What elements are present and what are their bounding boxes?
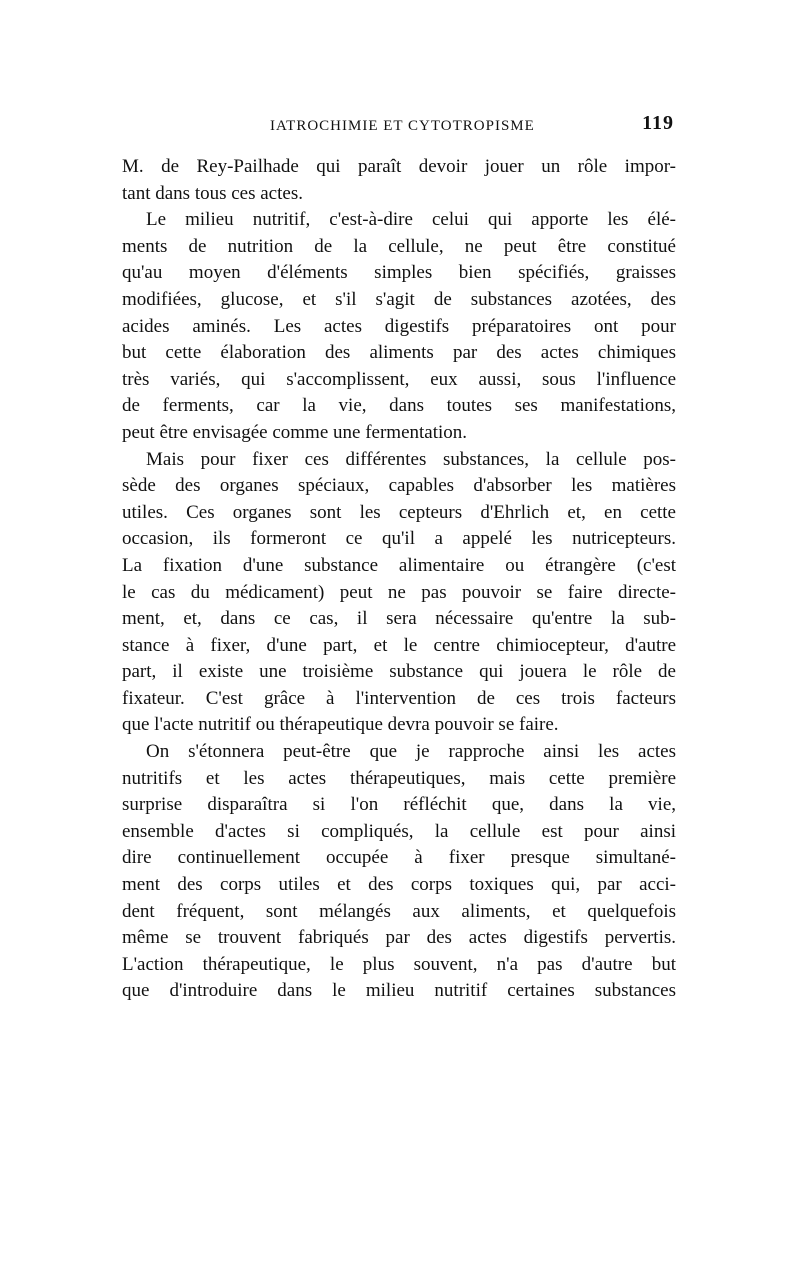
text-line: L'action thérapeutique, le plus souvent, n'a pas d'autre but [122, 953, 676, 975]
text-line: On s'étonnera peut-être que je rapproche ainsi les actes [146, 741, 676, 763]
text-line: ment, et, dans ce cas, il sera nécessaire qu'entre la sub- [122, 608, 676, 630]
text-line: peut être envisagée comme une fermentation. [122, 421, 468, 443]
paragraph [122, 154, 676, 207]
text-line: de ferments, car la vie, dans toutes ses manifestations, [122, 395, 676, 417]
running-title: IATROCHIMIE ET CYTOTROPISME [270, 118, 535, 134]
text-line: ments de nutrition de la cellule, ne peut être constitué [122, 235, 676, 257]
text-line: modifiées, glucose, et s'il s'agit de substances azotées, des [122, 288, 676, 310]
running-head [122, 112, 676, 142]
text-line: La fixation d'une substance alimentaire ou étrangère (c'est [122, 554, 676, 576]
book-page [122, 112, 676, 1005]
text-line: même se trouvent fabriqués par des actes digestifs pervertis. [122, 927, 676, 949]
text-line: que d'introduire dans le milieu nutritif certaines substances [122, 980, 676, 1002]
text-line: occasion, ils formeront ce qu'il a appelé les nutricepteurs. [122, 528, 676, 550]
text-line: fixateur. C'est grâce à l'intervention de ces trois facteurs [122, 687, 676, 709]
text-line: que l'acte nutritif ou thérapeutique devra pouvoir se faire. [122, 714, 559, 736]
text-line: dire continuellement occupée à fixer presque simultané- [122, 847, 676, 869]
text-line: acides aminés. Les actes digestifs préparatoires ont pour [122, 315, 676, 337]
text-line: ment des corps utiles et des corps toxiques qui, par acci- [122, 874, 676, 896]
paragraph [122, 739, 676, 1005]
text-line: sède des organes spéciaux, capables d'absorber les matières [122, 475, 676, 497]
paragraph [122, 207, 676, 446]
text-line: but cette élaboration des aliments par des actes chimiques [122, 342, 676, 364]
text-line: Le milieu nutritif, c'est-à-dire celui qui apporte les élé- [146, 209, 676, 231]
paragraph [122, 447, 676, 740]
body-text [122, 154, 676, 1005]
text-line: très variés, qui s'accomplissent, eux aussi, sous l'influence [122, 368, 676, 390]
text-line: le cas du médicament) peut ne pas pouvoir se faire directe- [122, 581, 676, 603]
text-line: tant dans tous ces actes. [122, 182, 303, 204]
text-line: part, il existe une troisième substance qui jouera le rôle de [122, 661, 676, 683]
text-line: utiles. Ces organes sont les cepteurs d'Ehrlich et, en cette [122, 501, 676, 523]
text-line: qu'au moyen d'éléments simples bien spécifiés, graisses [122, 262, 676, 284]
text-line: Mais pour fixer ces différentes substances, la cellule pos- [146, 448, 676, 470]
text-line: dent fréquent, sont mélangés aux aliments, et quelquefois [122, 900, 676, 922]
text-line: stance à fixer, d'une part, et le centre chimiocepteur, d'autre [122, 634, 676, 656]
text-line: surprise disparaîtra si l'on réfléchit que, dans la vie, [122, 794, 676, 816]
text-line: nutritifs et les actes thérapeutiques, mais cette première [122, 767, 676, 789]
text-line: M. de Rey-Pailhade qui paraît devoir jouer un rôle impor- [122, 156, 676, 177]
text-line: ensemble d'actes si compliqués, la cellule est pour ainsi [122, 820, 676, 842]
page-number: 119 [642, 112, 674, 134]
